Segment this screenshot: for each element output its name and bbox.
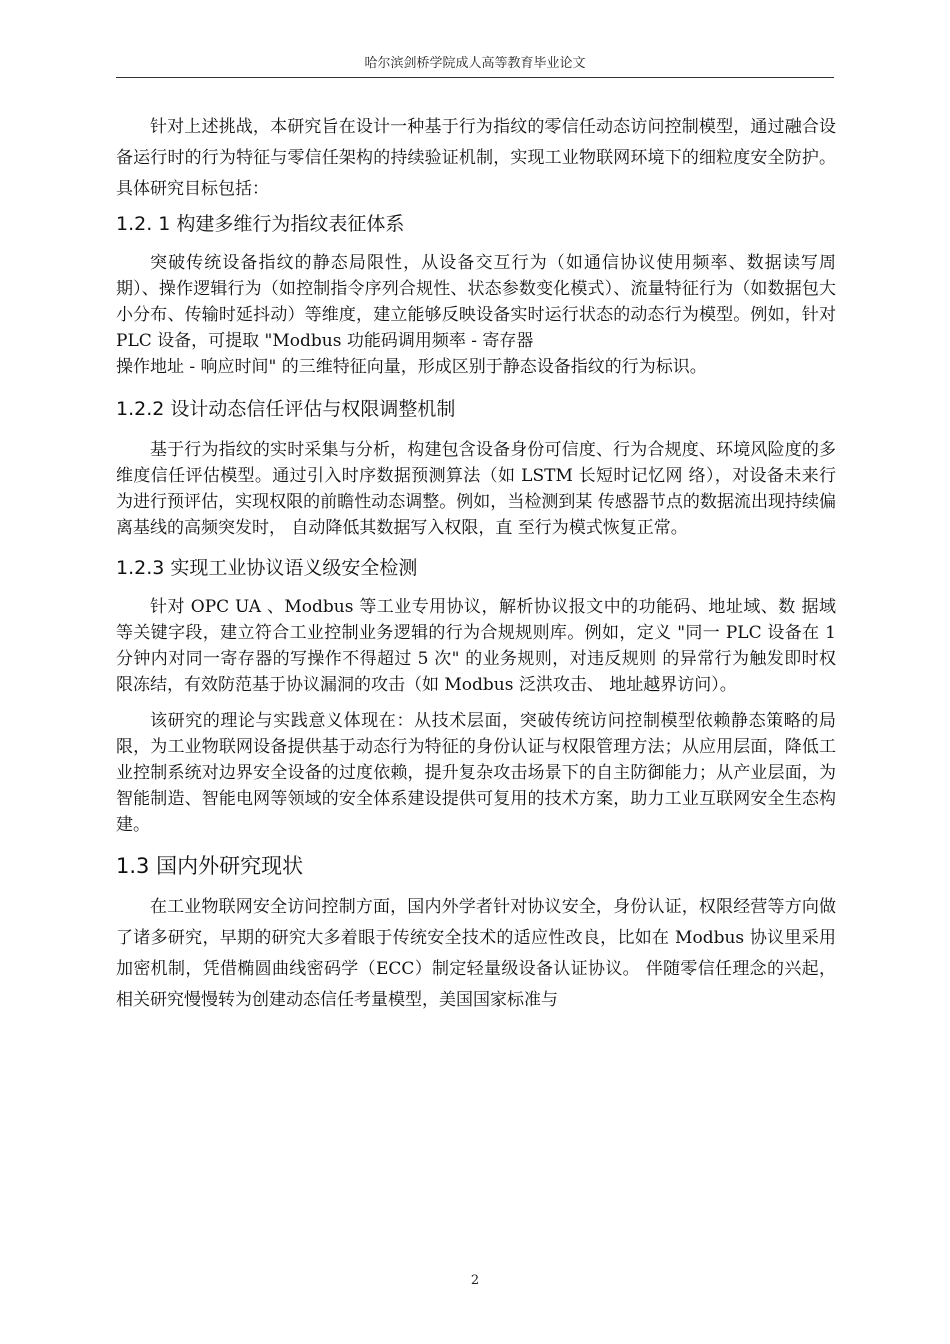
section-1-2-2-paragraph: 基于行为指纹的实时采集与分析，构建包含设备身份可信度、行为合规度、环境风险度的多维度信任评估模型。通过引入时序数据预测算法（如 LSTM 长短时记忆网 络），对设备未来行为进行预评估，实现权限的前瞻性动态调整。例如，当检测到某 传感器节点的数据流出现持续偏离基线的高频突发时， 自动降低其数据写入权限，直 至行为模式恢复正常。 [116,440,836,538]
document-body [116,112,836,1016]
running-header: 哈尔滨剑桥学院成人高等教育毕业论文 [364,56,586,71]
section-1-2-1-paragraph-continued: 操作地址 - 响应时间" 的三维特征向量，形成区别于静态设备指纹的行为标识。 [116,357,707,377]
intro-paragraph: 针对上述挑战，本研究旨在设计一种基于行为指纹的零信任动态访问控制模型，通过融合设备运行时的行为特征与零信任架构的持续验证机制，实现工业物联网环境下的细粒度安全防护。具体研究目标包括： [116,117,836,199]
section-1-3-paragraph: 在工业物联网安全访问控制方面，国内外学者针对协议安全，身份认证，权限经营等方向做了诸多研究，早期的研究大多着眼于传统安全技术的适应性改良，比如在 Modbus 协议里采用加密机制，凭借椭圆曲线密码学（ECC）制定轻量级设备认证协议。 伴随零信任理念的兴起，相关研究慢慢转为创建动态信任考量模型，美国国家标准与 [116,897,836,1010]
page-number: 2 [470,1273,480,1288]
section-heading-1-2-1: 1.2. 1 构建多维行为指纹表征体系 [116,213,405,235]
significance-paragraph: 该研究的理论与实践意义体现在：从技术层面，突破传统访问控制模型依赖静态策略的局限，为工业物联网设备提供基于动态行为特征的身份认证与权限管理方法；从应用层面，降低工业控制系统对边界安全设备的过度依赖，提升复杂攻击场景下的自主防御能力；从产业层面，为智能制造、智能电网等领域的安全体系建设提供可复用的技术方案，助力工业互联网安全生态构建。 [116,711,836,835]
section-heading-1-2-3: 1.2.3 实现工业协议语义级安全检测 [116,557,418,579]
header-divider [116,77,834,78]
section-heading-1-2-2: 1.2.2 设计动态信任评估与权限调整机制 [116,398,456,420]
section-1-2-3-paragraph: 针对 OPC UA 、Modbus 等工业专用协议，解析协议报文中的功能码、地址域、数 据域等关键字段，建立符合工业控制业务逻辑的行为合规规则库。例如，定义 "同一 PLC 设备在 1 分钟内对同一寄存器的写操作不得超过 5 次" 的业务规则，对违反规则 的异常行为触发即时权限冻结，有效防范基于协议漏洞的攻击（如 Modbus 泛洪攻击、 地址越界访问）。 [116,597,836,695]
section-heading-1-3: 1.3 国内外研究现状 [116,854,304,878]
section-1-2-1-paragraph: 突破传统设备指纹的静态局限性，从设备交互行为（如通信协议使用频率、数据读写周期）、操作逻辑行为（如控制指令序列合规性、状态参数变化模式）、流量特征行为（如数据包大小分布、传输时延抖动）等维度，建立能够反映设备实时运行状态的动态行为模型。例如，针对 PLC 设备，可提取 "Modbus 功能码调用频率 - 寄存器 [116,253,836,351]
